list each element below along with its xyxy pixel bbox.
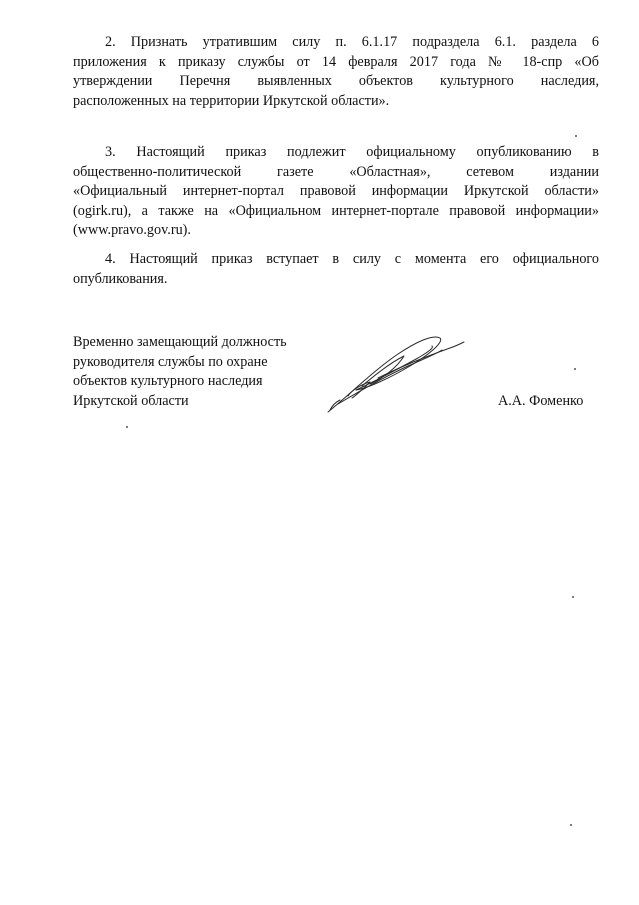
paragraph-3-line: (www.pravo.gov.ru).	[73, 222, 191, 239]
paragraph-2-line: утверждении Перечня выявленных объектов культурного наследия,	[73, 73, 599, 90]
paragraph-3-line: 3. Настоящий приказ подлежит официальному опубликованию в	[105, 144, 599, 160]
scan-speck	[575, 135, 577, 137]
scan-speck	[570, 824, 572, 826]
signatory-position	[73, 333, 287, 411]
paragraph-4	[73, 250, 599, 289]
signatory-position-line: руководителя службы по охране	[73, 353, 268, 370]
paragraph-4-line: опубликования.	[73, 270, 168, 287]
paragraph-3	[73, 143, 599, 241]
paragraph-2-line: 2. Признать утратившим силу п. 6.1.17 подраздела 6.1. раздела 6	[105, 34, 599, 50]
scan-speck	[572, 596, 574, 598]
scan-speck	[126, 426, 128, 428]
paragraph-2	[73, 33, 599, 111]
paragraph-3-line: (ogirk.ru), а также на «Официальном интернет-портале правовой информации»	[73, 202, 599, 219]
signatory-position-line: объектов культурного наследия	[73, 373, 263, 390]
paragraph-3-line: общественно-политической газете «Областная», сетевом издании	[73, 163, 599, 180]
signatory-position-line: Иркутской области	[73, 392, 189, 409]
signatory-position-line: Временно замещающий должность	[73, 334, 287, 350]
paragraph-2-line: приложения к приказу службы от 14 февраля 2017 года № 18-спр «Об	[73, 53, 599, 70]
signatory-name: А.А. Фоменко	[498, 393, 584, 409]
paragraph-3-line: «Официальный интернет-портал правовой информации Иркутской области»	[73, 183, 599, 200]
handwritten-signature	[318, 326, 468, 421]
scan-speck	[574, 368, 576, 370]
paragraph-2-line: расположенных на территории Иркутской области».	[73, 92, 390, 109]
paragraph-4-line: 4. Настоящий приказ вступает в силу с момента его официального	[105, 251, 599, 267]
